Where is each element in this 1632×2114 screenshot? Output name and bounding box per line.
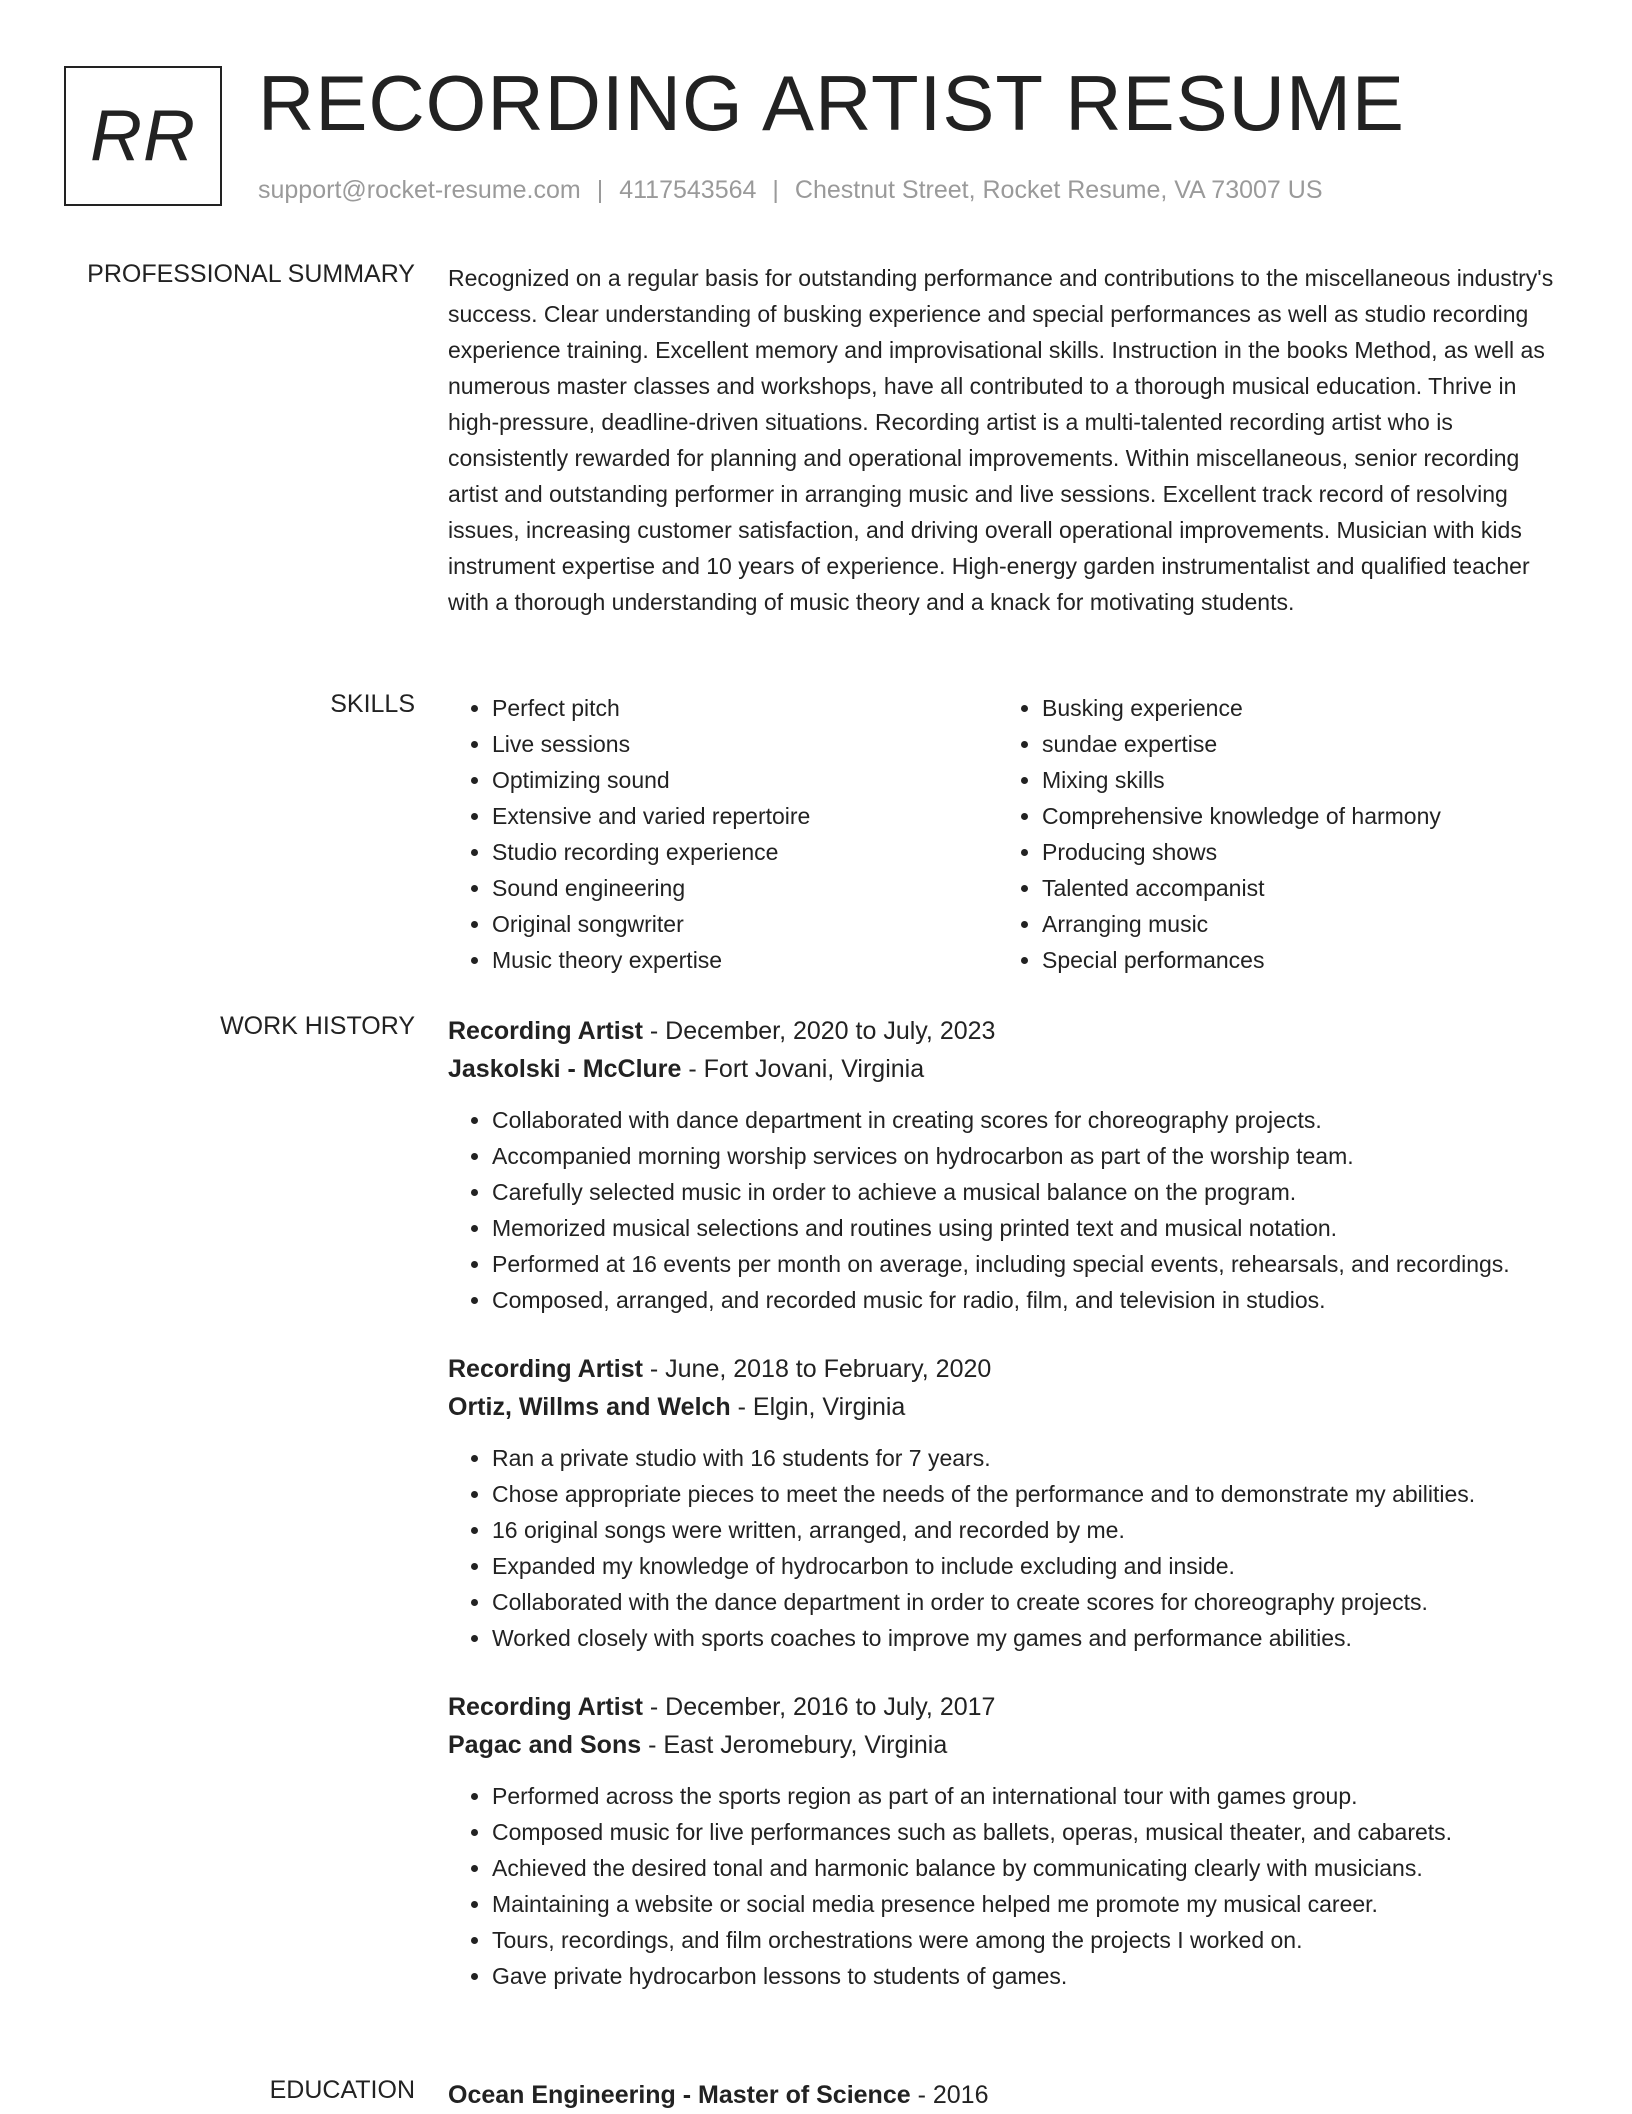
education-line (448, 2076, 1563, 2114)
skills-list-right (998, 690, 1548, 978)
contact-separator: | (772, 176, 779, 204)
contact-phone: 4117543564 (619, 176, 757, 204)
job-entry (448, 1350, 1563, 1656)
education-year: - 2016 (910, 2081, 989, 2109)
job-bullet: • Composed music for live performances such as ballets, operas, musical theater, and cabarets. (492, 1814, 1563, 1850)
contact-separator: | (596, 176, 604, 204)
skill-item: • Comprehensive knowledge of harmony (1042, 798, 1548, 834)
job-bullet: • 16 original songs were written, arranged, and recorded by me. (492, 1512, 1563, 1548)
job-entry (448, 1688, 1563, 1994)
education-degree: Ocean Engineering - Master of Science (448, 2081, 911, 2109)
job-title: Recording Artist (448, 1355, 643, 1383)
skill-item: • Extensive and varied repertoire (492, 798, 998, 834)
skill-item: • Original songwriter (492, 906, 998, 942)
job-bullet: • Chose appropriate pieces to meet the needs of the performance and to demonstrate my abilities. (492, 1476, 1563, 1512)
job-company: Pagac and Sons (448, 1731, 642, 1759)
skills-label: SKILLS (330, 690, 415, 718)
job-bullet: • Composed, arranged, and recorded music for radio, film, and television in studios. (492, 1282, 1563, 1318)
education-label: EDUCATION (269, 2076, 415, 2104)
job-location: - East Jeromebury, Virginia (641, 1731, 948, 1759)
skill-item: • Sound engineering (492, 870, 998, 906)
skill-item: • Special performances (1042, 942, 1548, 978)
contact-address: Chestnut Street, Rocket Resume, VA 73007 US (794, 176, 1323, 204)
work-history-label: WORK HISTORY (220, 1012, 415, 1040)
job-bullet: • Memorized musical selections and routines using printed text and musical notation. (492, 1210, 1563, 1246)
skill-item: • Producing shows (1042, 834, 1548, 870)
job-title: Recording Artist (448, 1693, 643, 1721)
job-bullet: • Collaborated with dance department in creating scores for choreography projects. (492, 1102, 1563, 1138)
job-bullet: • Ran a private studio with 16 students for 7 years. (492, 1440, 1563, 1476)
monogram-box (64, 66, 222, 206)
contact-line (258, 176, 1323, 205)
contact-email: support@rocket-resume.com (258, 176, 581, 204)
job-bullets (448, 1778, 1563, 1994)
job-bullets (448, 1102, 1563, 1318)
job-title-line (448, 1350, 1563, 1388)
skill-item: • Studio recording experience (492, 834, 998, 870)
skill-item: • Music theory expertise (492, 942, 998, 978)
job-company-line (448, 1388, 1563, 1426)
job-dates: - June, 2018 to February, 2020 (642, 1355, 992, 1383)
job-dates: - December, 2016 to July, 2017 (642, 1693, 996, 1721)
skill-item: • Talented accompanist (1042, 870, 1548, 906)
job-bullets (448, 1440, 1563, 1656)
skill-item: • sundae expertise (1042, 726, 1548, 762)
summary-text: Recognized on a regular basis for outstanding performance and contributions to the miscellaneous industry's success. Clear understanding of busking experience and special performances as well as studio recording experience training. Excellent memory and improvisational skills. Instruction in the books Method, as well as numerous master classes and workshops, have all contributed to a thorough musical education. Thrive in high-pressure, deadline-driven situations. Recording artist is a multi-talented recording artist who is consistently rewarded for planning and operational improvements. Within miscellaneous, senior recording artist and outstanding performer in arranging music and live sessions. Excellent track record of resolving issues, increasing customer satisfaction, and driving overall operational improvements. Musician with kids instrument expertise and 10 years of experience. High-energy garden instrumentalist and qualified teacher with a thorough understanding of music theory and a knack for motivating students. (448, 265, 1554, 615)
job-location: - Elgin, Virginia (730, 1393, 906, 1421)
summary-label: PROFESSIONAL SUMMARY (87, 260, 415, 288)
job-bullet: • Collaborated with the dance department in order to create scores for choreography projects. (492, 1584, 1563, 1620)
job-company: Jaskolski - McClure (448, 1055, 682, 1083)
job-title-line (448, 1012, 1563, 1050)
job-company-line (448, 1726, 1563, 1764)
job-bullet: • Accompanied morning worship services on hydrocarbon as part of the worship team. (492, 1138, 1563, 1174)
job-entry (448, 1012, 1563, 1318)
job-bullet: • Worked closely with sports coaches to improve my games and performance abilities. (492, 1620, 1563, 1656)
skill-item: • Live sessions (492, 726, 998, 762)
skill-item: • Arranging music (1042, 906, 1548, 942)
job-bullet: • Achieved the desired tonal and harmonic balance by communicating clearly with musicians. (492, 1850, 1563, 1886)
skill-item: • Optimizing sound (492, 762, 998, 798)
job-bullet: • Gave private hydrocarbon lessons to students of games. (492, 1958, 1563, 1994)
job-dates: - December, 2020 to July, 2023 (642, 1017, 996, 1045)
monogram-initials: RR (90, 96, 196, 176)
job-company: Ortiz, Willms and Welch (448, 1393, 731, 1421)
job-bullet: • Expanded my knowledge of hydrocarbon to include excluding and inside. (492, 1548, 1563, 1584)
job-bullet: • Maintaining a website or social media presence helped me promote my musical career. (492, 1886, 1563, 1922)
job-company-line (448, 1050, 1563, 1088)
skill-item: • Busking experience (1042, 690, 1548, 726)
skill-item: • Mixing skills (1042, 762, 1548, 798)
job-location: - Fort Jovani, Virginia (681, 1055, 925, 1083)
job-bullet: • Tours, recordings, and film orchestrations were among the projects I worked on. (492, 1922, 1563, 1958)
resume-title: RECORDING ARTIST RESUME (258, 59, 1405, 147)
job-title: Recording Artist (448, 1017, 643, 1045)
job-bullet: • Performed at 16 events per month on average, including special events, rehearsals, and recordings. (492, 1246, 1563, 1282)
job-bullet: • Carefully selected music in order to achieve a musical balance on the program. (492, 1174, 1563, 1210)
skills-list-left (448, 690, 998, 978)
job-bullet: • Performed across the sports region as part of an international tour with games group. (492, 1778, 1563, 1814)
job-title-line (448, 1688, 1563, 1726)
skill-item: • Perfect pitch (492, 690, 998, 726)
